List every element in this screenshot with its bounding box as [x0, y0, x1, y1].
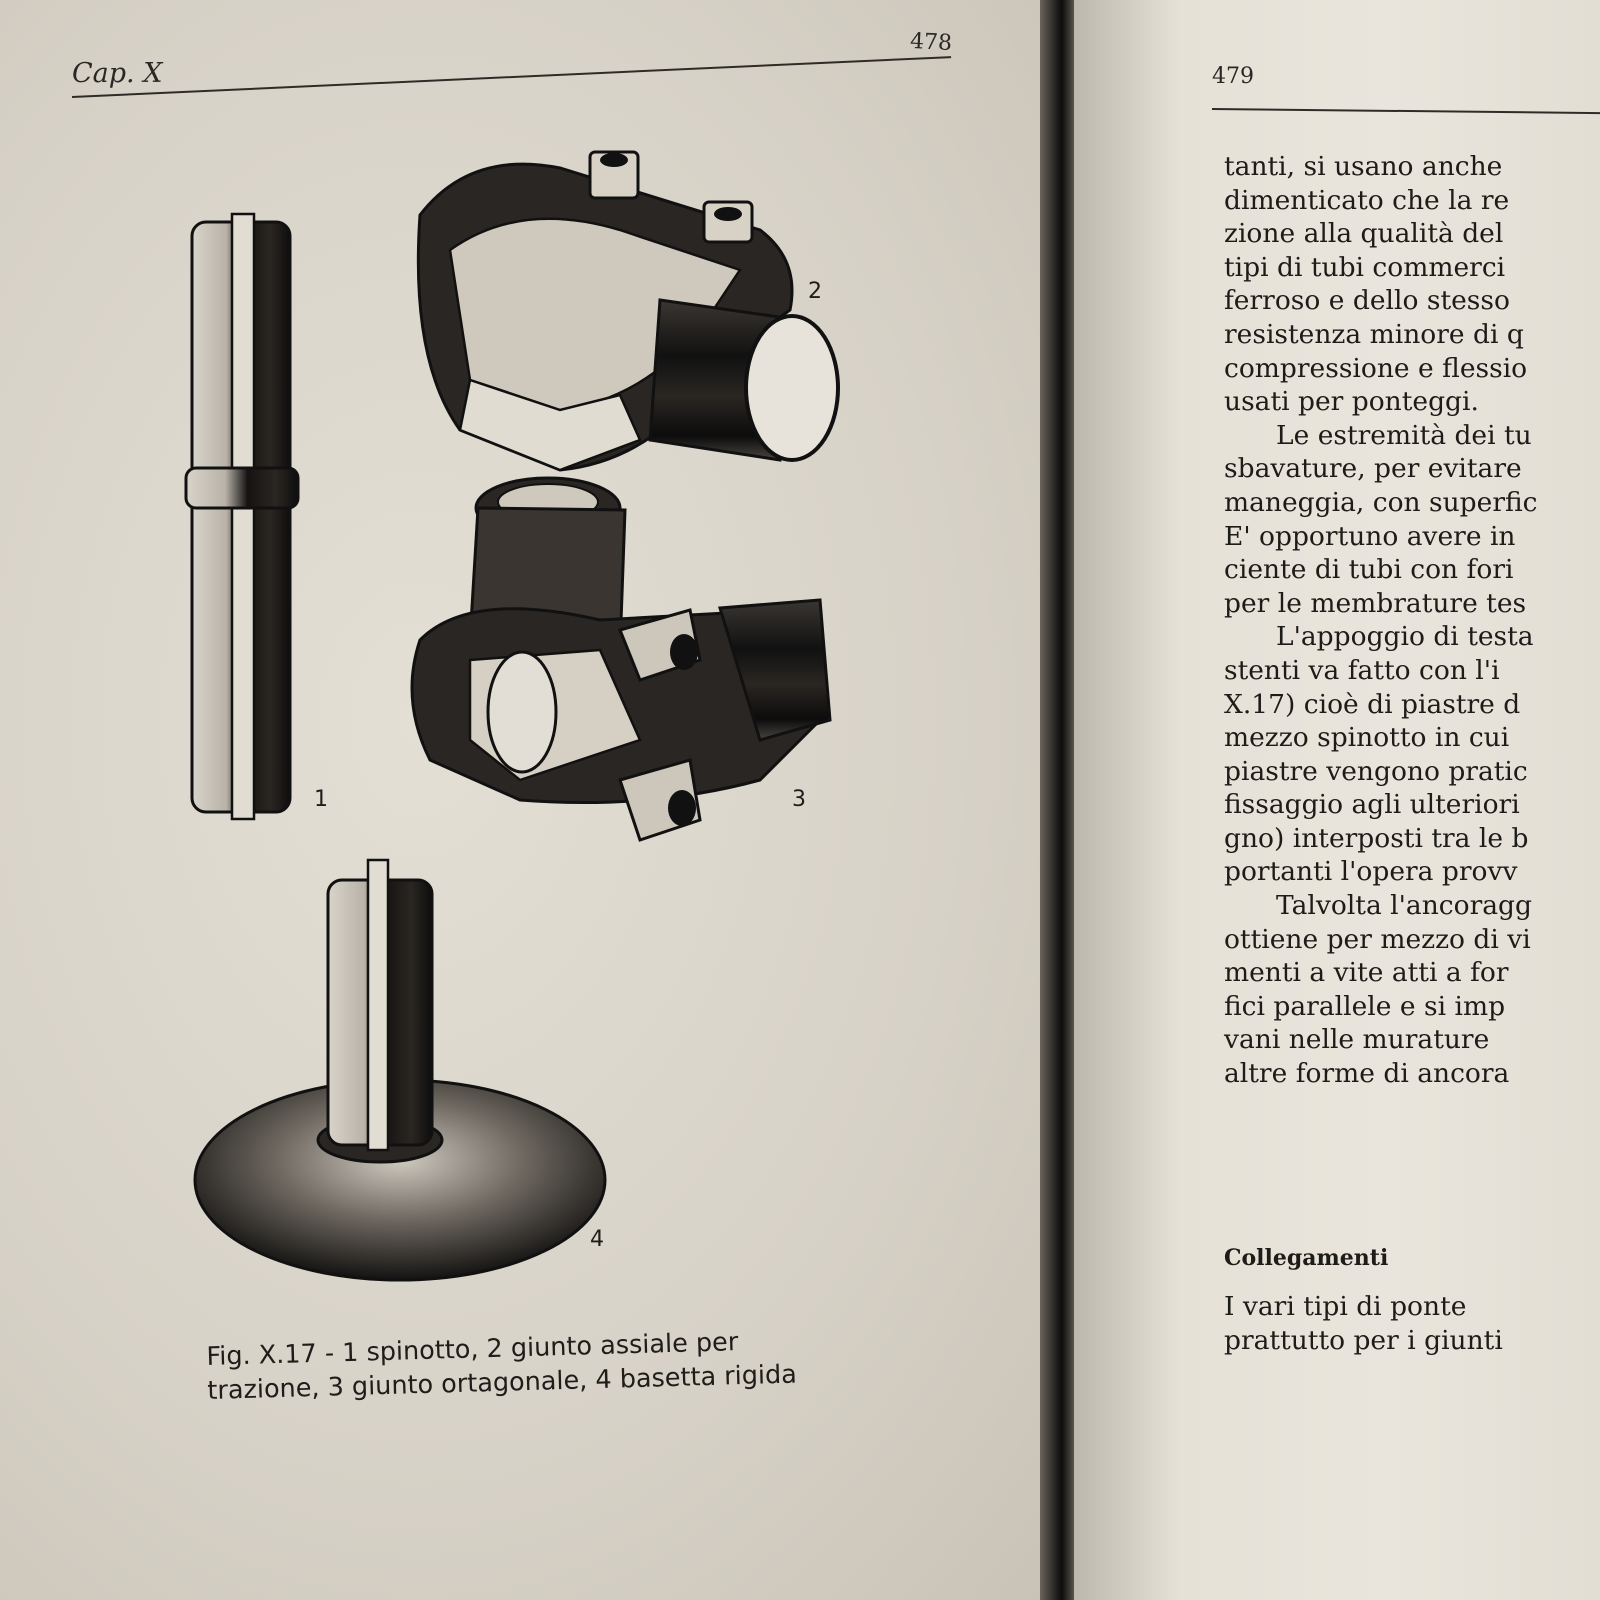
- giunto-ortagonale-drawing: [412, 478, 830, 840]
- text-line: E' opportuno avere in: [1224, 520, 1516, 552]
- text-line: I vari tipi di ponte: [1224, 1291, 1467, 1322]
- figure-label-4: 4: [590, 1227, 604, 1252]
- text-line: resistenza minore di q: [1224, 318, 1524, 350]
- text-line: ottiene per mezzo di vi: [1224, 923, 1531, 955]
- text-line: sbavature, per evitare: [1224, 453, 1522, 485]
- text-line: ciente di tubi con fori: [1224, 554, 1514, 586]
- text-line: prattutto per i giunti: [1224, 1325, 1503, 1356]
- text-line: per le membrature tes: [1224, 587, 1527, 619]
- text-line: usati per ponteggi.: [1224, 386, 1479, 418]
- text-line: altre forme di ancora: [1224, 1058, 1510, 1090]
- caption-line-2: trazione, 3 giunto ortagonale, 4 basetta rigida: [207, 1359, 798, 1406]
- text-line: tipi di tubi commerci: [1224, 251, 1506, 283]
- section-heading: Collegamenti: [1224, 1245, 1389, 1271]
- text-line: compressione e flessio: [1224, 352, 1528, 384]
- text-line: Le estremità dei tu: [1276, 419, 1532, 451]
- text-line: gno) interposti tra le b: [1224, 822, 1529, 854]
- text-line: portanti l'opera provv: [1224, 856, 1518, 888]
- text-line: X.17) cioè di piastre d: [1224, 688, 1521, 720]
- right-page: [1074, 0, 1600, 1600]
- text-line: mezzo spinotto in cui: [1224, 722, 1510, 754]
- page-number-left: 478: [909, 28, 953, 57]
- text-line: fici parallele e si imp: [1224, 990, 1506, 1022]
- text-line: ferroso e dello stesso: [1224, 285, 1510, 317]
- text-line: Talvolta l'ancoragg: [1276, 890, 1532, 922]
- section-body-text: [1224, 1290, 1600, 1358]
- text-line: maneggia, con superfic: [1224, 486, 1538, 518]
- page-number-right: 479: [1212, 64, 1254, 89]
- figure-caption: [206, 1321, 888, 1408]
- figure-label-1: 1: [314, 787, 328, 812]
- text-line: stenti va fatto con l'i: [1224, 654, 1500, 686]
- header-rule-right: [1212, 108, 1600, 114]
- caption-line-1: Fig. X.17 - 1 spinotto, 2 giunto assiale per: [206, 1327, 739, 1372]
- text-line: L'appoggio di testa: [1276, 621, 1534, 653]
- spinotto-drawing: [186, 214, 298, 819]
- running-head: Cap. X: [72, 58, 163, 89]
- text-line: fissaggio agli ulteriori: [1224, 789, 1520, 821]
- text-line: menti a vite atti a for: [1224, 957, 1509, 989]
- figure-label-2: 2: [808, 279, 822, 304]
- text-line: vani nelle murature: [1224, 1024, 1490, 1056]
- basetta-rigida-drawing: [195, 860, 605, 1280]
- figure-label-3: 3: [792, 787, 806, 812]
- text-line: zione alla qualità del: [1224, 218, 1504, 250]
- text-line: dimenticato che la re: [1224, 184, 1510, 216]
- text-line: tanti, si usano anche: [1224, 151, 1503, 182]
- body-text: [1224, 150, 1600, 1091]
- giunto-assiale-drawing: [418, 152, 838, 470]
- text-line: piastre vengono pratic: [1224, 755, 1528, 787]
